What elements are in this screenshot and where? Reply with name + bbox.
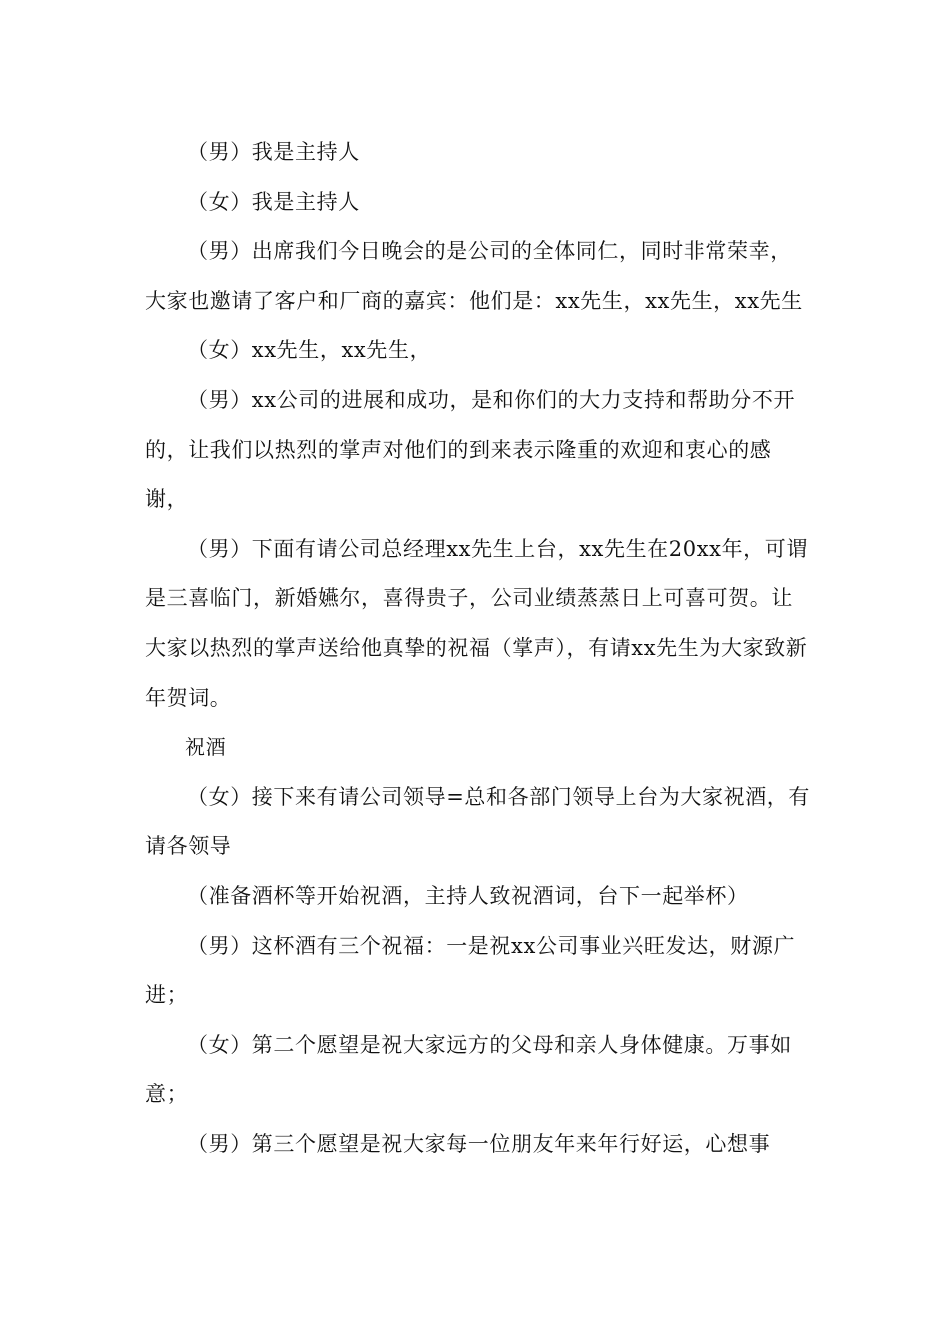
paragraph-guests-names: （女）xx先生，xx先生， [187, 338, 432, 363]
section-heading-toast: 祝酒 [185, 735, 227, 760]
paragraph-host-male-intro: （男）我是主持人 [187, 140, 360, 164]
paragraph-manager-invite: （男）下面有请公司总经理xx先生上台，xx先生在20xx年，可谓是三喜临门，新婚嬿尔，喜得贵子，公司业绩蒸蒸日上可喜可贺。让大家以热烈的掌声送给他真挚的祝福（掌声），有请xx先生为大家致新年贺词。 [145, 536, 808, 710]
paragraph-third-wish: （男）第三个愿望是祝大家每一位朋友年来年行好运，心想事 [187, 1131, 771, 1156]
paragraph-host-female-intro: （女）我是主持人 [187, 189, 360, 214]
document-body [145, 128, 810, 1169]
paragraph-second-wish: （女）第二个愿望是祝大家远方的父母和亲人身体健康。万事如意； [145, 1032, 792, 1107]
paragraph-toast-invite: （女）接下来有请公司领导=总和各部门领导上台为大家祝酒，有请各领导 [145, 784, 810, 859]
paragraph-stage-direction: （准备酒杯等开始祝酒，主持人致祝酒词，台下一起举杯） [187, 883, 749, 908]
paragraph-thanks: （男）xx公司的进展和成功，是和你们的大力支持和帮助分不开的，让我们以热烈的掌声对他们的到来表示隆重的欢迎和衷心的感谢， [145, 387, 796, 512]
paragraph-guests-welcome: （男）出席我们今日晚会的是公司的全体同仁，同时非常荣幸，大家也邀请了客户和厂商的嘉宾：他们是：xx先生，xx先生，xx先生 [145, 239, 803, 313]
paragraph-first-wish: （男）这杯酒有三个祝福：一是祝xx公司事业兴旺发达，财源广进； [145, 933, 796, 1008]
